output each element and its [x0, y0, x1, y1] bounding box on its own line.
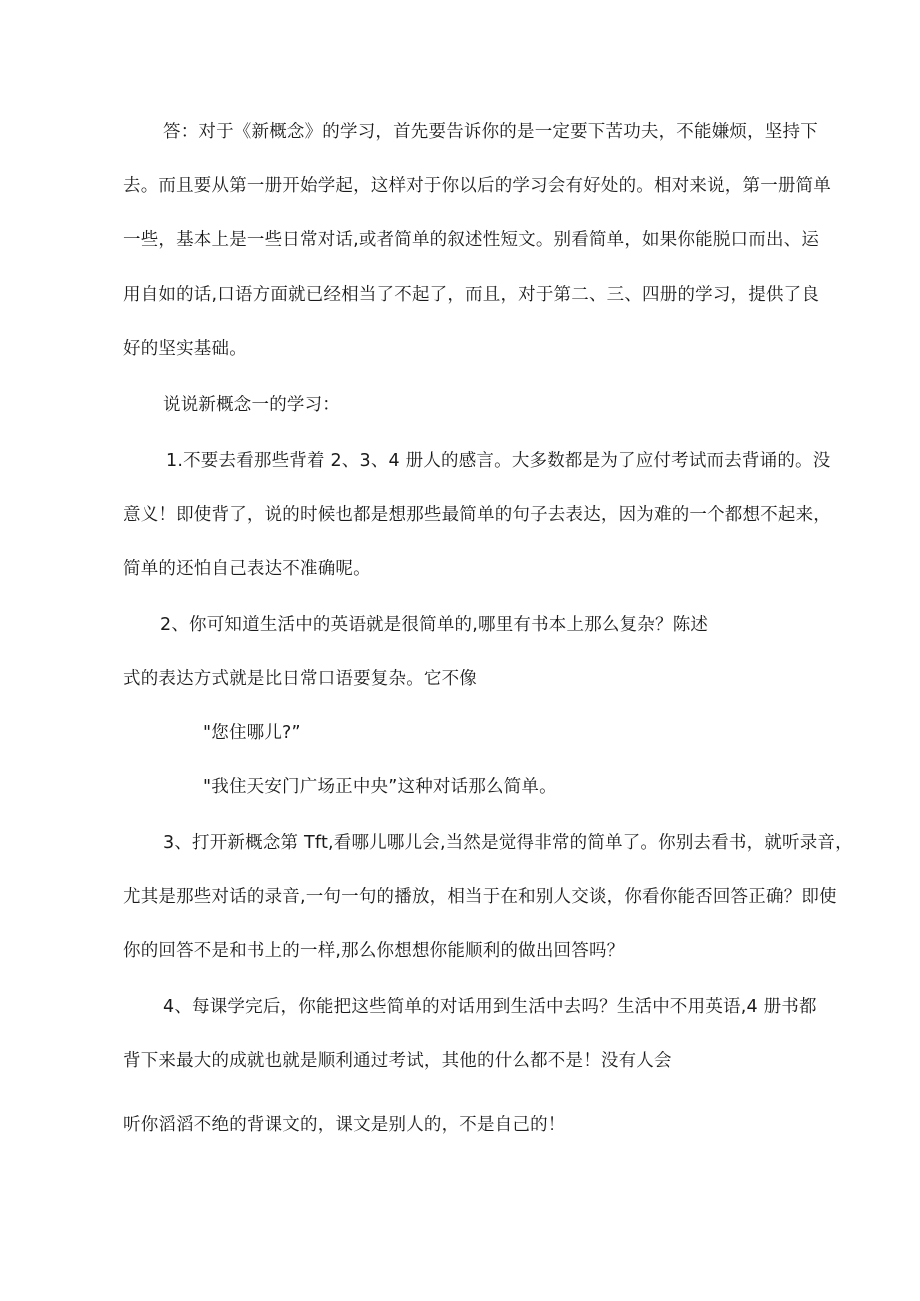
point-1-line-1: 1.不要去看那些背着 2、3、4 册人的感言。大多数都是为了应付考试而去背诵的。没 — [166, 451, 831, 471]
paragraph-1-line-3: 一些，基本上是一些日常对话,或者简单的叙述性短文。别看简单，如果你能脱口而出、运 — [123, 230, 820, 250]
point-1-line-2: 意义！即使背了，说的时候也都是想那些最简单的句子去表达，因为难的一个都想不起来， — [123, 505, 831, 525]
point-4-line-3: 听你滔滔不绝的背课文的，课文是别人的，不是自己的！ — [123, 1115, 566, 1135]
paragraph-1-line-2: 去。而且要从第一册开始学起，这样对于你以后的学习会有好处的。相对来说，第一册简单 — [123, 176, 831, 196]
section-heading: 说说新概念一的学习： — [163, 395, 340, 415]
paragraph-1-line-4: 用自如的话,口语方面就已经相当了不起了，而且，对于第二、三、四册的学习，提供了良 — [123, 285, 820, 305]
paragraph-1-line-5: 好的坚实基础。 — [123, 339, 247, 359]
paragraph-1-line-1: 答：对于《新概念》的学习，首先要告诉你的是一定要下苦功夫，不能嫌烦，坚持下 — [163, 122, 818, 142]
point-2-line-2: 式的表达方式就是比日常口语要复杂。它不像 — [123, 669, 477, 689]
point-2-line-1: 2、你可知道生活中的英语就是很简单的,哪里有书本上那么复杂？陈述 — [160, 615, 709, 635]
point-3-line-2: 尤其是那些对话的录音,一句一句的播放，相当于在和别人交谈，你看你能否回答正确？即使 — [123, 887, 837, 907]
point-4-line-2: 背下来最大的成就也就是顺利通过考试，其他的什么都不是！没有人会 — [123, 1051, 672, 1071]
quote-2: "我住天安门广场正中央”这种对话那么简单。 — [203, 777, 557, 797]
quote-1: "您住哪儿?” — [203, 723, 301, 743]
point-4-line-1: 4、每课学完后，你能把这些简单的对话用到生活中去吗？生活中不用英语,4 册书都 — [163, 997, 817, 1017]
point-3-line-1: 3、打开新概念第 Tft,看哪儿哪儿会,当然是觉得非常的简单了。你别去看书，就听录音， — [163, 833, 853, 853]
point-1-line-3: 简单的还怕自己表达不准确呢。 — [123, 559, 371, 579]
point-3-line-3: 你的回答不是和书上的一样,那么你想想你能顺利的做出回答吗？ — [123, 941, 625, 961]
